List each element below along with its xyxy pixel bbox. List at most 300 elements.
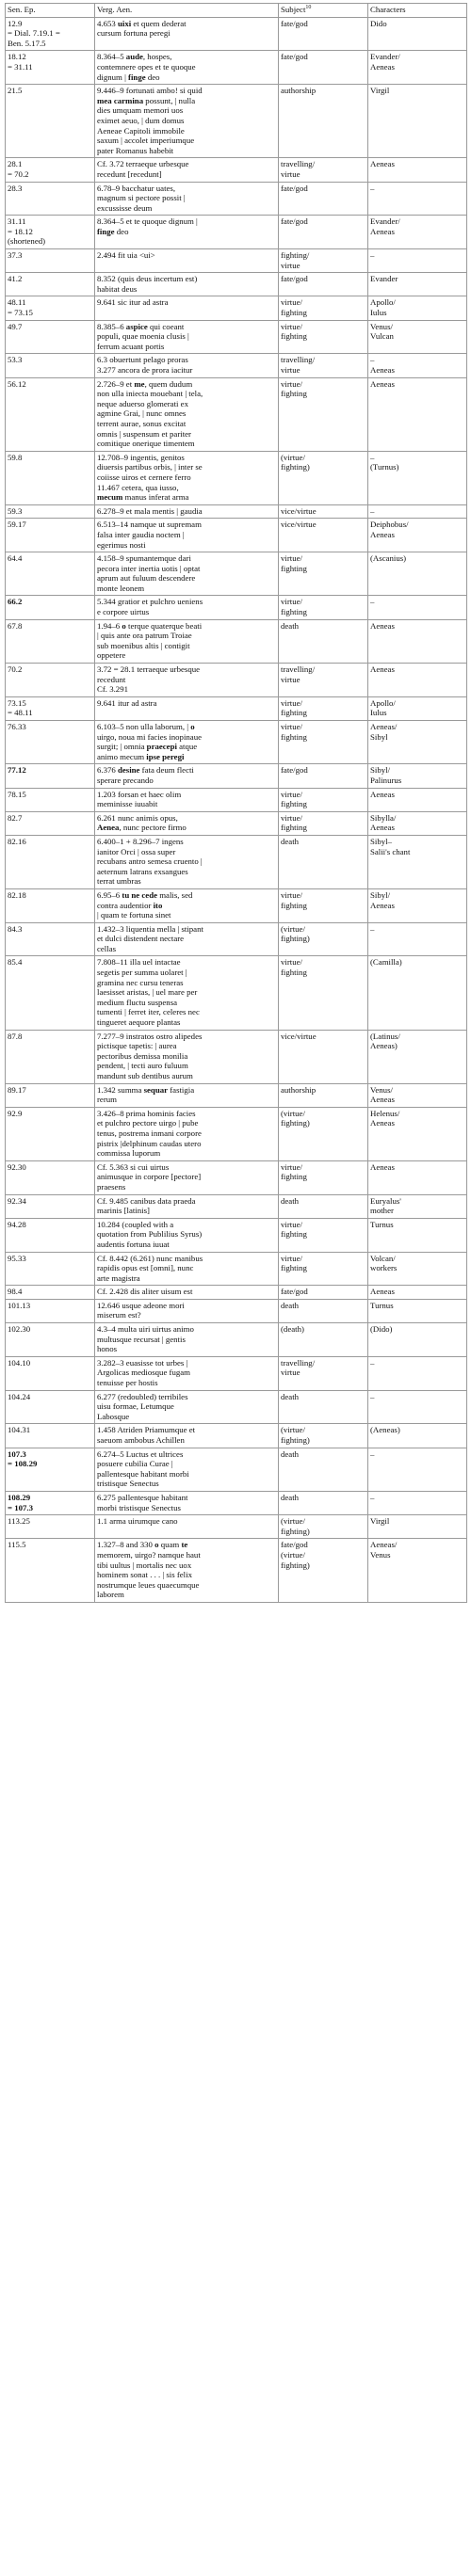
cell-sen-ep: [6, 1160, 95, 1194]
cell-characters: [368, 85, 467, 158]
verg-line: oppetere: [97, 650, 126, 661]
verg-line: pater Romanus habebit: [97, 145, 174, 155]
cell-sen-ep: [6, 451, 95, 504]
verg-line: gramina nec cursu teneras: [97, 977, 184, 987]
verg-line: mandunt sub dentibus aurum: [97, 1071, 193, 1080]
cell-characters-line: Sibyl/: [370, 765, 391, 776]
cell-subject: [279, 1030, 368, 1083]
verg-line: Cf. 3.291: [97, 684, 128, 695]
cell-subject: [279, 519, 368, 552]
table-row: [6, 1323, 467, 1357]
cell-sen-ep-line: Ben. 5.17.5: [8, 38, 46, 48]
cell-sen-ep-line: 70.2: [8, 664, 23, 675]
cell-verg-aen: [95, 696, 279, 720]
cell-verg-aen: [95, 764, 279, 788]
cell-characters-line: Turnus: [370, 1219, 394, 1229]
cell-characters: [368, 182, 467, 216]
cell-characters-line: Aeneas: [370, 1287, 395, 1297]
cell-characters-line: Helenus/: [370, 1108, 400, 1118]
verg-line: cursum fortuna peregi: [97, 28, 171, 39]
cell-characters-line: (Turnus): [370, 462, 399, 472]
verg-line: saxum | accolet imperiumque: [97, 136, 195, 146]
verg-line: 9.446–9 fortunati ambo! si quid: [97, 86, 203, 96]
verg-line: Cf. 5.363 si cui uirtus: [97, 1161, 170, 1172]
cell-characters: [368, 552, 467, 596]
verg-line: praesens: [97, 1181, 126, 1192]
verg-line: cellas: [97, 943, 117, 953]
cell-subject-line: virtue/: [281, 1219, 302, 1229]
verg-line: 1.327–8 and 330 o quam te: [97, 1540, 188, 1550]
cell-subject: [279, 721, 368, 764]
table-row: [6, 1448, 467, 1491]
cell-characters-line: Sibyl–: [370, 836, 392, 846]
table-row: [6, 1515, 467, 1539]
cell-sen-ep-line: 49.7: [8, 321, 23, 331]
cell-subject: [279, 835, 368, 888]
cell-subject: [279, 956, 368, 1030]
cell-subject: [279, 182, 368, 216]
cell-sen-ep-line: 104.24: [8, 1391, 31, 1401]
cell-subject-line: fate/god: [281, 274, 308, 284]
cell-sen-ep-line: 92.9: [8, 1108, 23, 1118]
table-row: [6, 956, 467, 1030]
cell-sen-ep-line: 82.16: [8, 836, 26, 846]
cell-sen-ep: [6, 320, 95, 354]
cell-subject-line: (virtue/: [281, 1108, 305, 1118]
cell-verg-aen: [95, 1107, 279, 1160]
cell-verg-aen: [95, 1194, 279, 1218]
verg-line: pistrix |delphinum caudas utero: [97, 1138, 202, 1148]
cell-characters: [368, 1424, 467, 1448]
cell-subject-line: virtue/: [281, 889, 302, 900]
cell-subject-line: virtue/: [281, 597, 302, 607]
cell-subject-line: virtue: [281, 674, 300, 684]
cell-sen-ep: [6, 788, 95, 811]
cell-sen-ep-line: = 18.12: [8, 226, 33, 236]
cell-characters: [368, 956, 467, 1030]
cell-subject-line: authorship: [281, 86, 317, 96]
cell-subject-line: fighting: [281, 968, 307, 978]
verg-line: 6.275 pallentesque habitant: [97, 1492, 188, 1502]
cell-characters-line: Aeneas: [370, 378, 395, 389]
cell-subject-line: fighting): [281, 1118, 310, 1128]
cell-verg-aen: [95, 619, 279, 663]
cell-subject: [279, 619, 368, 663]
cell-characters: [368, 764, 467, 788]
cell-subject: [279, 696, 368, 720]
cell-characters: [368, 1491, 467, 1514]
cell-characters: [368, 1323, 467, 1357]
cell-subject-line: vice/virtue: [281, 520, 317, 530]
verg-line: contra audentior ito: [97, 900, 163, 910]
cell-characters-line: Aeneas/: [370, 722, 398, 731]
verg-line: 8.364–5 aude, hospes,: [97, 52, 172, 62]
cell-characters: [368, 320, 467, 354]
cell-characters-line: Aeneas: [370, 620, 395, 631]
footnote-ref: 10: [305, 5, 312, 11]
cell-subject-line: fighting: [281, 708, 307, 718]
verg-line: 6.376 desine fata deum flecti: [97, 765, 194, 776]
verg-emphasis: o: [190, 722, 195, 731]
cell-sen-ep-line: 78.15: [8, 789, 26, 799]
cell-verg-aen: [95, 182, 279, 216]
cell-subject-line: death: [281, 620, 300, 631]
cell-characters-line: (Ascanius): [370, 553, 407, 564]
cell-characters: [368, 1286, 467, 1300]
cell-subject-line: travelling/: [281, 159, 316, 169]
verg-line: Cf. 2.428 dis aliter uisum est: [97, 1287, 193, 1297]
verg-line: pendent, | tecti auro fuluum: [97, 1061, 188, 1071]
cell-characters: [368, 17, 467, 51]
cell-characters-line: Aeneas: [370, 1095, 395, 1105]
cell-sen-ep: [6, 1323, 95, 1357]
verg-line: Aeneae Capitoli immobile: [97, 125, 185, 136]
verg-emphasis: me: [134, 378, 145, 389]
verg-line: 9.641 sic itur ad astra: [97, 297, 169, 308]
verg-line: ianitor Orci | ossa super: [97, 846, 176, 856]
verg-line: falsa inter gaudia noctem |: [97, 529, 185, 539]
cell-subject-line: virtue/: [281, 789, 302, 799]
cell-sen-ep: [6, 273, 95, 296]
cell-characters-line: Virgil: [370, 1516, 390, 1527]
verg-emphasis: mea carmina: [97, 95, 144, 105]
cell-sen-ep-line: 48.11: [8, 297, 26, 308]
cell-characters-line: Aeneas: [370, 900, 395, 910]
cell-sen-ep-line: 41.2: [8, 274, 23, 284]
table-row: [6, 1286, 467, 1300]
verg-line: 6.513–14 namque ut supremam: [97, 520, 202, 530]
cell-subject-line: death: [281, 1492, 300, 1502]
cell-sen-ep: [6, 51, 95, 85]
cell-characters-line: –: [370, 1448, 375, 1459]
verg-line: 11.467 cetera, qua iusso,: [97, 482, 179, 492]
verg-line: hominem sonat . . . | sis felix: [97, 1570, 192, 1580]
cell-characters: [368, 216, 467, 249]
cell-sen-ep: [6, 696, 95, 720]
cell-sen-ep: [6, 1448, 95, 1491]
cell-subject: [279, 664, 368, 697]
cell-subject-line: (virtue/: [281, 452, 305, 462]
cell-characters-line: –: [370, 452, 375, 462]
verg-line: 6.3 obuertunt pelago proras: [97, 355, 188, 365]
table-row: [6, 619, 467, 663]
verg-line: pictisque tapetis: | aurea: [97, 1041, 177, 1051]
verg-line: tibi uultus | mortalis nec uox: [97, 1560, 192, 1570]
cell-subject-line: virtue/: [281, 697, 302, 708]
cell-characters-line: Volcan/: [370, 1253, 396, 1263]
verg-line: Argolicas mediosque fugam: [97, 1368, 191, 1378]
cell-subject-line: fate/god: [281, 1540, 308, 1550]
cell-characters-line: Virgil: [370, 86, 390, 96]
verg-emphasis: o: [154, 1540, 159, 1550]
verg-line: aeternum latrans exsangues: [97, 866, 188, 876]
cell-characters: [368, 354, 467, 377]
cell-subject-line: virtue: [281, 168, 300, 179]
cell-characters-line: –: [370, 1391, 375, 1401]
cell-sen-ep: [6, 835, 95, 888]
verg-line: saeuom ambobus Achillen: [97, 1435, 185, 1445]
cell-subject-line: virtue/: [281, 378, 302, 389]
cell-characters-line: Aeneas: [370, 159, 395, 169]
cell-verg-aen: [95, 1539, 279, 1603]
table-row: [6, 696, 467, 720]
cell-verg-aen: [95, 1252, 279, 1286]
verg-line: 4.158–9 spumantemque dari: [97, 553, 191, 564]
verg-line: medium fluctu suspensa: [97, 997, 178, 1007]
verg-emphasis: ito: [153, 900, 163, 910]
verg-line: quotation from Publilius Syrus): [97, 1229, 203, 1240]
cell-sen-ep: [6, 619, 95, 663]
cell-characters: [368, 835, 467, 888]
cell-sen-ep-line: = 48.11: [8, 708, 33, 718]
cell-characters: [368, 1356, 467, 1390]
cell-verg-aen: [95, 922, 279, 956]
cell-subject-line: authorship: [281, 1084, 317, 1095]
cell-subject-line: (virtue/: [281, 1549, 305, 1560]
verg-line: Cf. 9.485 canibus data praeda: [97, 1195, 196, 1206]
verg-line: 1.203 forsan et haec olim: [97, 789, 182, 799]
table-row: [6, 1299, 467, 1322]
cell-verg-aen: [95, 1390, 279, 1424]
cell-sen-ep-line: 113.25: [8, 1516, 30, 1527]
cell-verg-aen: [95, 1299, 279, 1322]
cell-verg-aen: [95, 1323, 279, 1357]
verg-line: 1.94–6 o terque quaterque beati: [97, 620, 203, 631]
table-row: [6, 1107, 467, 1160]
cell-subject: [279, 216, 368, 249]
cell-characters: [368, 519, 467, 552]
cell-subject: [279, 1299, 368, 1322]
verg-line: tenuisse per hostis: [97, 1378, 158, 1388]
cell-characters-line: Venus: [370, 1549, 391, 1560]
verg-line: pallentesque habitant morbi: [97, 1468, 189, 1479]
cell-characters-line: Sibyl/: [370, 889, 391, 900]
cell-subject: [279, 1424, 368, 1448]
cell-subject-line: fighting: [281, 1263, 307, 1273]
cell-subject: [279, 888, 368, 922]
cell-subject: [279, 273, 368, 296]
table-row: [6, 504, 467, 519]
cell-sen-ep: [6, 158, 95, 182]
cell-verg-aen: [95, 956, 279, 1030]
verg-line: mea carmina possunt, | nulla: [97, 95, 196, 105]
verg-line: laesisset aristas, | uel mare per: [97, 987, 198, 998]
cell-characters: [368, 158, 467, 182]
verg-line: 6.274–5 Luctus et ultrices: [97, 1448, 184, 1459]
cell-subject-line: fighting: [281, 331, 307, 342]
cell-sen-ep: [6, 721, 95, 764]
cell-subject: [279, 1252, 368, 1286]
cell-subject: [279, 320, 368, 354]
verg-line: laborem: [97, 1590, 124, 1600]
verg-emphasis: sequar: [143, 1084, 169, 1095]
cell-verg-aen: [95, 320, 279, 354]
cell-verg-aen: [95, 451, 279, 504]
verg-line: 6.78–9 bacchatur uates,: [97, 183, 176, 193]
cell-subject-line: death: [281, 1195, 300, 1206]
cell-sen-ep-line: = 31.11: [8, 61, 33, 72]
cell-subject: [279, 1218, 368, 1252]
cell-characters: [368, 504, 467, 519]
cell-characters: [368, 1030, 467, 1083]
cell-subject-line: fighting: [281, 1229, 307, 1240]
cell-sen-ep: [6, 1299, 95, 1322]
verg-line: dies umquam memori uos: [97, 105, 184, 116]
verg-line: aprum aut fuluum descendere: [97, 573, 196, 584]
verg-line: neque aduerso glomerati ex: [97, 398, 188, 408]
cell-subject-line: virtue/: [281, 297, 302, 308]
cell-sen-ep: [6, 1252, 95, 1286]
cell-sen-ep-line: 89.17: [8, 1084, 26, 1095]
cell-sen-ep-line: 66.2: [8, 597, 23, 607]
cell-characters: [368, 1515, 467, 1539]
verg-line: 3.426–8 prima hominis facies: [97, 1108, 196, 1118]
cell-characters-line: Aeneas: [370, 61, 395, 72]
cell-subject: [279, 922, 368, 956]
cell-subject-line: virtue/: [281, 1253, 302, 1263]
table-row: [6, 1160, 467, 1194]
cell-subject: [279, 158, 368, 182]
cell-verg-aen: [95, 1218, 279, 1252]
cell-characters: [368, 922, 467, 956]
cell-characters: [368, 788, 467, 811]
cell-verg-aen: [95, 811, 279, 835]
verg-emphasis: mecum: [97, 492, 123, 503]
cell-subject-line: fighting: [281, 1172, 307, 1182]
cell-characters-line: Apollo/: [370, 697, 396, 708]
cell-sen-ep-line: 28.3: [8, 183, 23, 193]
verg-line: contemnere opes et te quoque: [97, 61, 196, 72]
verg-line: ferrum acuant portis: [97, 341, 165, 351]
cell-characters: [368, 1448, 467, 1491]
cell-characters: [368, 721, 467, 764]
cell-sen-ep: [6, 85, 95, 158]
cell-subject-line: fighting): [281, 934, 310, 944]
cell-characters-line: Aeneas: [370, 365, 395, 375]
cell-subject-line: fighting: [281, 731, 307, 742]
verg-line: recedunt: [97, 674, 126, 684]
cell-characters-line: Sibylla/: [370, 812, 397, 823]
cell-verg-aen: [95, 888, 279, 922]
table-row: [6, 377, 467, 451]
cell-sen-ep-line: 64.4: [8, 553, 23, 564]
cell-subject-line: fighting): [281, 462, 310, 472]
cell-subject: [279, 1107, 368, 1160]
table-row: [6, 835, 467, 888]
cell-sen-ep: [6, 888, 95, 922]
table-row: [6, 664, 467, 697]
verg-line: monte leonem: [97, 583, 145, 593]
cell-sen-ep: [6, 1218, 95, 1252]
table-row: [6, 296, 467, 320]
cell-characters: [368, 1390, 467, 1424]
table-body: [6, 17, 467, 1602]
cell-sen-ep: [6, 17, 95, 51]
cell-verg-aen: [95, 1286, 279, 1300]
cell-characters-line: Palinurus: [370, 775, 402, 785]
verg-line: 7.277–9 instratos ostro alipedes: [97, 1031, 203, 1041]
cell-characters: [368, 451, 467, 504]
cell-verg-aen: [95, 664, 279, 697]
cell-subject: [279, 1448, 368, 1491]
table-row: [6, 1252, 467, 1286]
cell-subject-line: fighting: [281, 823, 307, 833]
cell-sen-ep-line: 77.12: [8, 765, 26, 776]
cell-characters-line: (Latinus/: [370, 1031, 400, 1041]
verg-line: 6.400–1 + 8.296–7 ingens: [97, 836, 184, 846]
table-row: [6, 596, 467, 619]
cell-subject: [279, 1356, 368, 1390]
cell-sen-ep-line: = 107.3: [8, 1502, 34, 1512]
cell-subject: [279, 1515, 368, 1539]
cell-verg-aen: [95, 1083, 279, 1107]
cell-sen-ep-line: = 70.2: [8, 168, 29, 179]
cell-sen-ep-line: 21.5: [8, 86, 23, 96]
verg-line: non ulla iniecta mouebant | tela,: [97, 389, 203, 399]
cell-characters: [368, 296, 467, 320]
cell-subject-line: virtue/: [281, 812, 302, 823]
cell-subject-line: fighting: [281, 389, 307, 399]
cell-sen-ep: [6, 664, 95, 697]
cell-characters-line: Evander/: [370, 52, 400, 62]
table-row: [6, 811, 467, 835]
cell-characters: [368, 664, 467, 697]
cell-characters-line: mother: [370, 1206, 394, 1216]
cell-sen-ep: [6, 552, 95, 596]
cell-verg-aen: [95, 552, 279, 596]
cell-characters-line: Iulus: [370, 708, 387, 718]
verg-line: audentis fortuna iuuat: [97, 1239, 170, 1249]
cell-verg-aen: [95, 835, 279, 888]
cell-characters: [368, 273, 467, 296]
cell-sen-ep-line: 82.18: [8, 889, 26, 900]
cell-sen-ep-line: 87.8: [8, 1031, 23, 1041]
verg-line: terrent aurae, sonus excitat: [97, 418, 187, 428]
verg-line: marinis [latinis]: [97, 1206, 150, 1216]
cell-subject-line: virtue: [281, 365, 300, 375]
cell-verg-aen: [95, 354, 279, 377]
cell-subject-line: fighting: [281, 799, 307, 809]
cell-characters-line: Aeneas/: [370, 1540, 398, 1550]
cell-characters-line: Aeneas: [370, 1161, 395, 1172]
cell-sen-ep: [6, 1194, 95, 1218]
cell-verg-aen: [95, 17, 279, 51]
cell-characters: [368, 1107, 467, 1160]
cell-verg-aen: [95, 249, 279, 273]
cell-subject-line: virtue/: [281, 1161, 302, 1172]
table-row: [6, 273, 467, 296]
cell-sen-ep: [6, 1107, 95, 1160]
header-subject-label: Subject: [281, 5, 306, 14]
cell-subject-line: fate/god: [281, 216, 308, 227]
cell-characters-line: Apollo/: [370, 297, 396, 308]
cell-characters: [368, 596, 467, 619]
cell-characters-line: Aeneas: [370, 529, 395, 539]
table-row: [6, 451, 467, 504]
verg-line: 2.726–9 et me, quem dudum: [97, 378, 193, 389]
cell-subject: [279, 249, 368, 273]
table-row: [6, 922, 467, 956]
cell-sen-ep-line: (shortened): [8, 236, 46, 247]
table-row: [6, 1390, 467, 1424]
verg-line: surgit; | omnia praecepi atque: [97, 742, 198, 752]
verg-line: 1.342 summa sequar fastigia: [97, 1084, 195, 1095]
verg-line: habitat deus: [97, 283, 138, 294]
cell-sen-ep-line: 85.4: [8, 957, 23, 968]
cell-sen-ep-line: = 73.15: [8, 308, 33, 318]
verg-line: 3.282–3 euasisse tot urbes |: [97, 1357, 188, 1368]
verg-line: uirgo, noua mi facies inopinaue: [97, 731, 202, 742]
